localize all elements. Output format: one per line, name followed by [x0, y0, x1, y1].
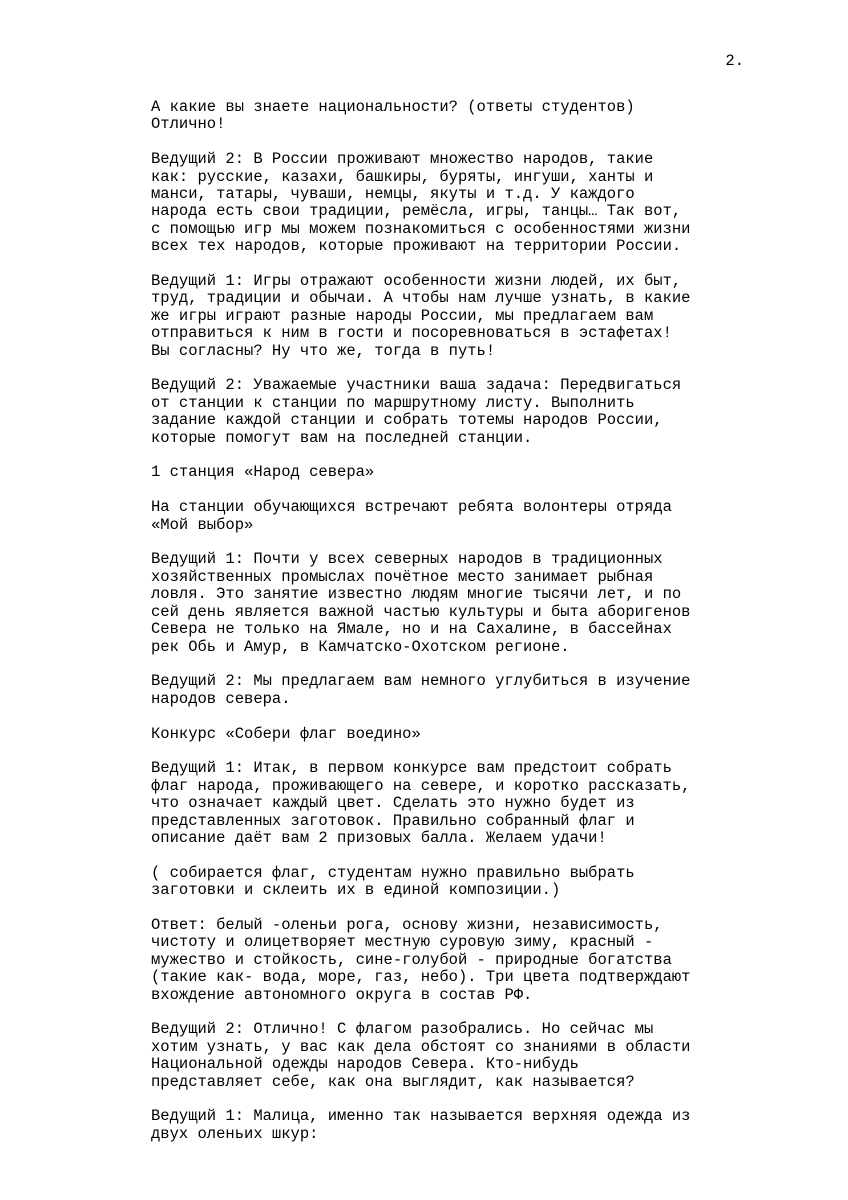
text-line: А какие вы знаете национальности? (ответы студентов)	[151, 98, 635, 116]
text-line: хозяйственных промыслах почётное место занимает рыбная	[151, 567, 654, 586]
text-line: Ведущий 1: Игры отражают особенности жизни людей, их быт,	[151, 272, 682, 291]
text-line: Ведущий 2: Уважаемые участники ваша задача: Передвигаться	[151, 376, 682, 395]
text-line: мужество и стойкость, сине-голубой - природные богатства	[151, 950, 672, 969]
text-line: Севера не только на Ямале, но и на Сахалине, в бассейнах	[151, 620, 672, 639]
paragraph	[151, 99, 751, 134]
text-line: Вы согласны? Ну что же, тогда в путь!	[151, 341, 496, 360]
text-line: Ответ: белый -оленьи рога, основу жизни, независимость,	[151, 915, 663, 934]
text-line: сей день является важной частью культуры и быта аборигенов	[151, 602, 691, 621]
text-line: заготовки и склеить их в единой композиции.)	[151, 881, 561, 900]
paragraph	[151, 865, 751, 900]
text-line: от станции к станции по маршрутному листу. Выполнить	[151, 393, 635, 412]
text-line: На станции обучающихся встречают ребята волонтеры отряда	[151, 498, 672, 517]
text-line: Ведущий 1: Малица, именно так называется верхняя одежда из	[151, 1107, 691, 1126]
text-line: чистоту и олицетворяет местную суровую зиму, красный -	[151, 933, 654, 952]
text-line: ( собирается флаг, студентам нужно правильно выбрать	[151, 863, 635, 882]
paragraph	[151, 151, 751, 255]
page-number: 2.	[725, 52, 744, 70]
text-line: Отлично!	[151, 115, 226, 134]
paragraph	[151, 551, 751, 655]
text-line: отправиться к ним в гости и посоревноваться в эстафетах!	[151, 324, 672, 343]
text-line: Национальной одежды народов Севера. Кто-нибудь	[151, 1055, 579, 1074]
text-line: представленных заготовок. Правильно собранный флаг и	[151, 811, 635, 830]
text-line: (такие как- вода, море, газ, небо). Три цвета подтверждают	[151, 968, 691, 987]
text-line: народа есть свои традиции, ремёсла, игры, танцы… Так вот,	[151, 202, 682, 221]
text-line: флаг народа, проживающего на севере, и коротко рассказать,	[151, 776, 691, 795]
paragraph	[151, 273, 751, 360]
paragraph	[151, 917, 751, 1004]
text-line: же игры играют разные народы России, мы предлагаем вам	[151, 306, 654, 325]
paragraph	[151, 499, 751, 534]
text-line: хотим узнать, у вас как дела обстоят со знаниями в области	[151, 1037, 691, 1056]
paragraph	[151, 673, 751, 708]
text-line: 1 станция «Народ севера»	[151, 463, 375, 482]
text-line: Ведущий 2: Мы предлагаем вам немного углубиться в изучение	[151, 672, 691, 691]
text-line: Ведущий 2: В России проживают множество народов, такие	[151, 150, 654, 169]
text-line: вхождение автономного округа в состав РФ.	[151, 985, 533, 1004]
text-line: которые помогут вам на последней станции.	[151, 428, 533, 447]
paragraph	[151, 726, 751, 743]
text-line: задание каждой станции и собрать тотемы народов России,	[151, 411, 663, 430]
paragraph	[151, 1021, 751, 1091]
text-line: Ведущий 2: Отлично! С флагом разобрались. Но сейчас мы	[151, 1020, 654, 1039]
paragraph	[151, 464, 751, 481]
text-line: ловля. Это занятие известно людям многие тысячи лет, и по	[151, 585, 682, 604]
text-line: двух оленьих шкур:	[151, 1124, 319, 1143]
text-line: манси, татары, чуваши, немцы, якуты и т.д. У каждого	[151, 185, 635, 204]
text-line: народов севера.	[151, 689, 291, 708]
text-line: всех тех народов, которые проживают на территории России.	[151, 237, 682, 256]
text-line: что означает каждый цвет. Сделать это нужно будет из	[151, 794, 635, 813]
text-line: Конкурс «Собери флаг воедино»	[151, 724, 421, 743]
text-line: Ведущий 1: Итак, в первом конкурсе вам предстоит собрать	[151, 759, 672, 778]
text-line: с помощью игр мы можем познакомиться с особенностями жизни	[151, 219, 691, 238]
text-line: как: русские, казахи, башкиры, буряты, ингуши, ханты и	[151, 167, 654, 186]
document-body	[151, 99, 751, 1161]
paragraph	[151, 377, 751, 447]
paragraph	[151, 1108, 751, 1143]
text-line: труд, традиции и обычаи. А чтобы нам лучше узнать, в какие	[151, 289, 691, 308]
text-line: представляет себе, как она выглядит, как называется?	[151, 1072, 635, 1091]
paragraph	[151, 760, 751, 847]
text-line: «Мой выбор»	[151, 515, 254, 534]
text-line: рек Обь и Амур, в Камчатско-Охотском регионе.	[151, 637, 570, 656]
text-line: Ведущий 1: Почти у всех северных народов в традиционных	[151, 550, 663, 569]
text-line: описание даёт вам 2 призовых балла. Желаем удачи!	[151, 828, 607, 847]
